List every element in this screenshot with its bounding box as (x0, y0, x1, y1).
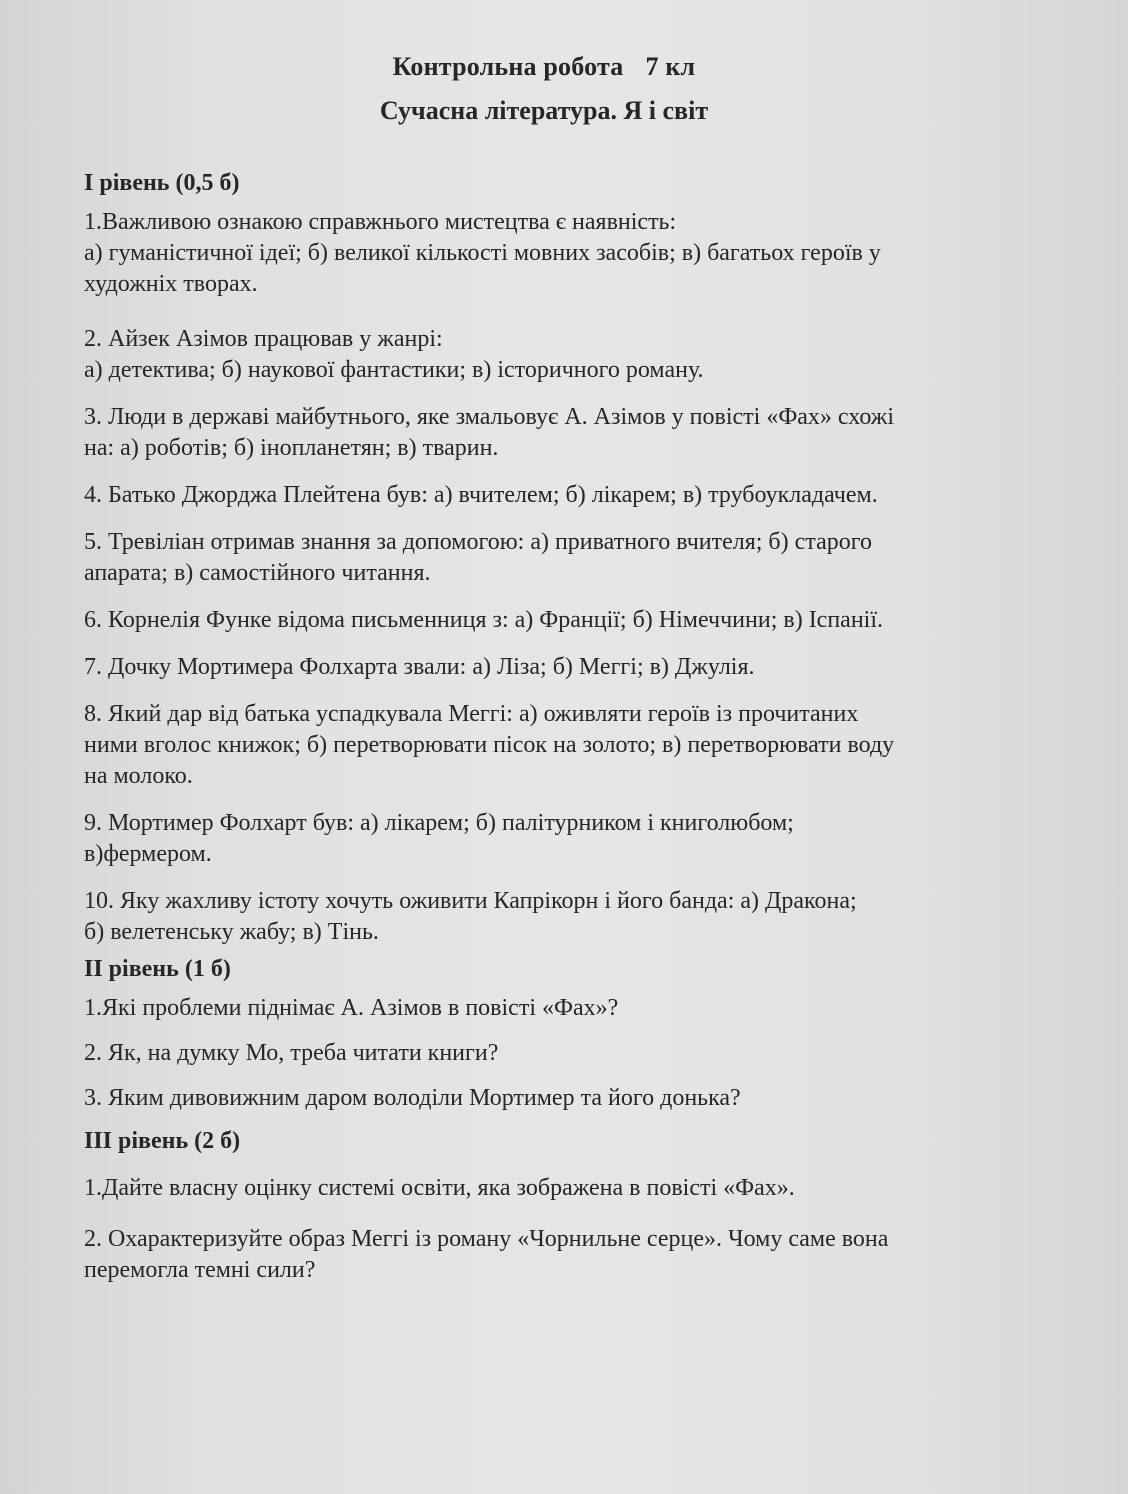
level3-question-1 (84, 1173, 1004, 1204)
page-subtitle: Сучасна література. Я і світ (379, 96, 709, 125)
question-options-cont: художніх творах. (84, 271, 258, 297)
question-options: на: а) роботів; б) інопланетян; в) тварин. (84, 435, 499, 461)
worksheet (84, 52, 1004, 1302)
question-2 (84, 324, 1004, 386)
question-5 (84, 527, 1004, 589)
question-stem: 8. Який дар від батька успадкувала Меггі: а) оживляти героїв із прочитаних (84, 701, 859, 727)
question-1 (84, 207, 1004, 300)
question-stem: 1.Важливою ознакою справжнього мистецтва є наявність: (84, 209, 677, 235)
question-text: 1.Дайте власну оцінку системі освіти, яка зображена в повісті «Фах». (84, 1175, 795, 1201)
question-stem: 9. Мортимер Фолхарт був: а) лікарем; б) палітурником і книголюбом; (84, 810, 794, 836)
question-options: а) гуманістичної ідеї; б) великої кількості мовних засобів; в) багатьох героїв у (84, 240, 881, 266)
question-9 (84, 808, 1004, 870)
question-6 (84, 605, 1004, 636)
question-options: апарата; в) самостійного читання. (84, 560, 431, 586)
question-stem: 4. Батько Джорджа Плейтена був: а) вчителем; б) лікарем; в) трубоукладачем. (84, 482, 878, 508)
question-8 (84, 699, 1004, 792)
level1-heading: І рівень (0,5 б) (84, 170, 240, 196)
question-stem: 10. Яку жахливу істоту хочуть оживити Капрікорн і його банда: а) Дракона; (84, 888, 857, 914)
question-4 (84, 480, 1004, 511)
question-stem: 7. Дочку Мортимера Фолхарта звали: а) Ліза; б) Меггі; в) Джулія. (84, 654, 755, 680)
question-text-cont: перемогла темні сили? (84, 1257, 316, 1283)
level2-heading: ІІ рівень (1 б) (84, 956, 231, 982)
question-stem: 3. Люди в державі майбутнього, яке змальовує А. Азімов у повісті «Фах» схожі (84, 404, 894, 430)
question-stem: 6. Корнелія Функе відома письменниця з: а) Франції; б) Німеччини; в) Іспанії. (84, 607, 884, 633)
question-stem: 5. Тревіліан отримав знання за допомогою: а) приватного вчителя; б) старого (84, 529, 872, 555)
page-title (84, 52, 1004, 82)
grade-label: 7 кл (645, 52, 696, 81)
question-options: в)фермером. (84, 841, 212, 867)
question-text: 2. Охарактеризуйте образ Меггі із роману «Чорнильне серце». Чому саме вона (84, 1226, 889, 1252)
title-text: Контрольна робота (392, 52, 624, 81)
question-stem: 2. Айзек Азімов працював у жанрі: (84, 326, 443, 352)
question-7 (84, 652, 1004, 683)
level2-question-2: 2. Як, на думку Мо, треба читати книги? (84, 1040, 499, 1066)
question-options: а) детектива; б) наукової фантастики; в) історичного роману. (84, 357, 704, 383)
question-3 (84, 402, 1004, 464)
question-options-cont: на молоко. (84, 763, 193, 789)
level3-question-2 (84, 1224, 1004, 1286)
question-options: ними вголос книжок; б) перетворювати пісок на золото; в) перетворювати воду (84, 732, 895, 758)
level2-question-1: 1.Які проблеми піднімає А. Азімов в повісті «Фах»? (84, 995, 619, 1021)
question-options: б) велетенську жабу; в) Тінь. (84, 919, 379, 945)
level2-question-3: 3. Яким дивовижним даром володіли Мортимер та його донька? (84, 1085, 741, 1111)
level3-heading: ІІІ рівень (2 б) (84, 1128, 241, 1154)
question-10 (84, 886, 1004, 948)
